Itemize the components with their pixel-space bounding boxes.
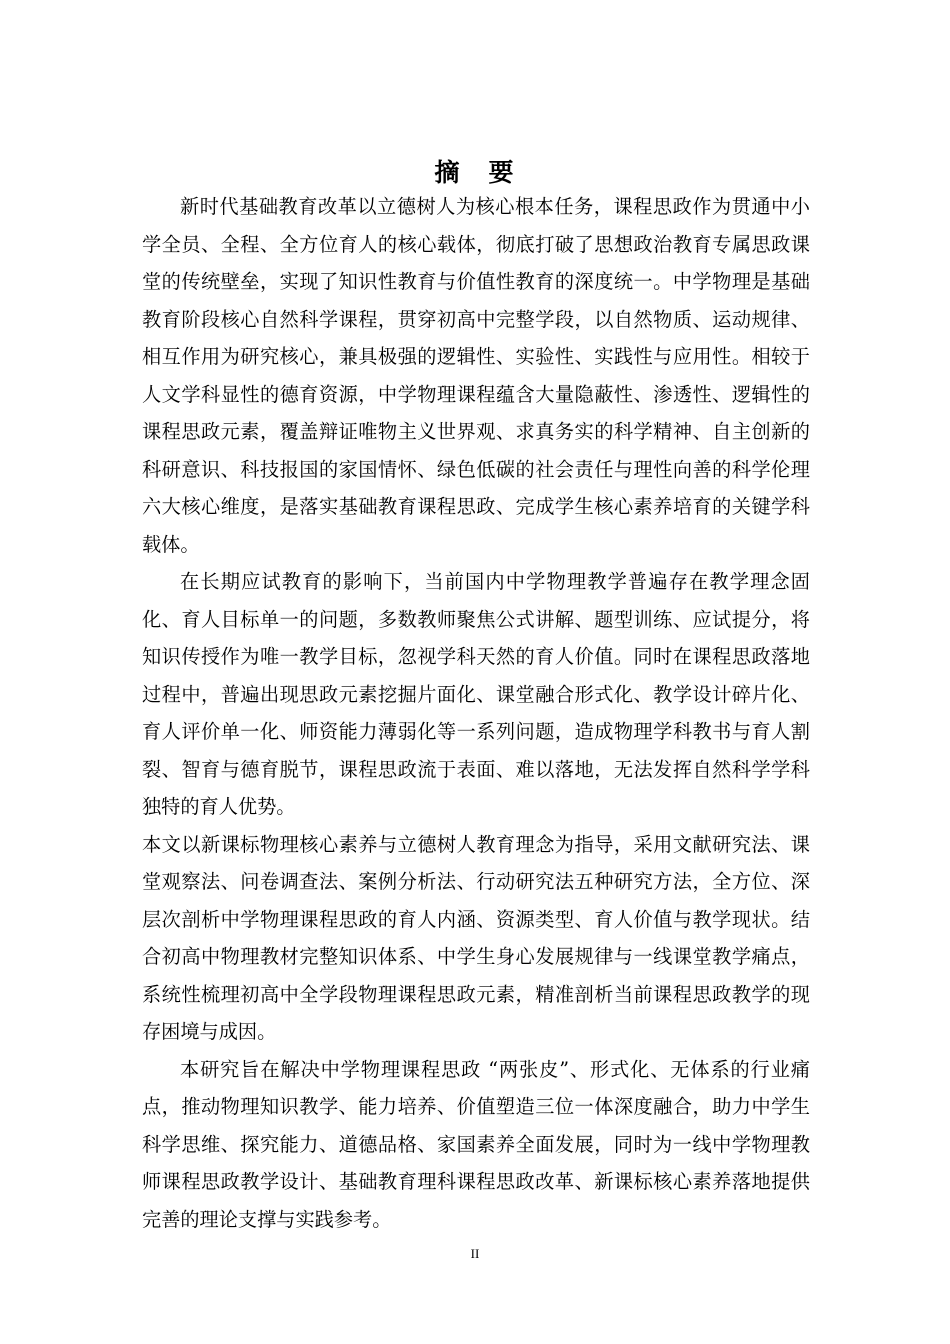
abstract-paragraph-3: 本文以新课标物理核心素养与立德树人教育理念为指导，采用文献研究法、课堂观察法、问卷调查法、案例分析法、行动研究法五种研究方法，全方位、深层次剖析中学物理课程思政的育人内涵、资源类型、育人价值与教学现状。结合初高中物理教材完整知识体系、中学生身心发展规律与一线课堂教学痛点，系统性梳理初高中全学段物理课程思政元素，精准剖析当前课程思政教学的现存困境与成因。	[142, 832, 810, 1043]
abstract-paragraph-1: 新时代基础教育改革以立德树人为核心根本任务，课程思政作为贯通中小学全员、全程、全方位育人的核心载体，彻底打破了思想政治教育专属思政课堂的传统壁垒，实现了知识性教育与价值性教育的深度统一。中学物理是基础教育阶段核心自然科学课程，贯穿初高中完整学段，以自然物质、运动规律、相互作用为研究核心，兼具极强的逻辑性、实验性、实践性与应用性。相较于人文学科显性的德育资源，中学物理课程蕴含大量隐蔽性、渗透性、逻辑性的课程思政元素，覆盖辩证唯物主义世界观、求真务实的科学精神、自主创新的科研意识、科技报国的家国情怀、绿色低碳的社会责任与理性向善的科学伦理六大核心维度，是落实基础教育课程思政、完成学生核心素养培育的关键学科载体。	[142, 195, 810, 556]
abstract-body	[142, 188, 810, 1238]
abstract-title: 摘 要	[434, 158, 516, 187]
page-number: II	[470, 1246, 480, 1261]
abstract-paragraph-4: 本研究旨在解决中学物理课程思政 “两张皮”、形式化、无体系的行业痛点，推动物理知识教学、能力培养、价值塑造三位一体深度融合，助力中学生科学思维、探究能力、道德品格、家国素养全面发展，同时为一线中学物理教师课程思政教学设计、基础教育理科课程思政改革、新课标核心素养落地提供完善的理论支撑与实践参考。	[142, 1057, 810, 1231]
abstract-paragraph-2: 在长期应试教育的影响下，当前国内中学物理教学普遍存在教学理念固化、育人目标单一的问题，多数教师聚焦公式讲解、题型训练、应试提分，将知识传授作为唯一教学目标，忽视学科天然的育人价值。同时在课程思政落地过程中，普遍出现思政元素挖掘片面化、课堂融合形式化、教学设计碎片化、育人评价单一化、师资能力薄弱化等一系列问题，造成物理学科教书与育人割裂、智育与德育脱节，课程思政流于表面、难以落地，无法发挥自然科学学科独特的育人优势。	[142, 570, 810, 818]
